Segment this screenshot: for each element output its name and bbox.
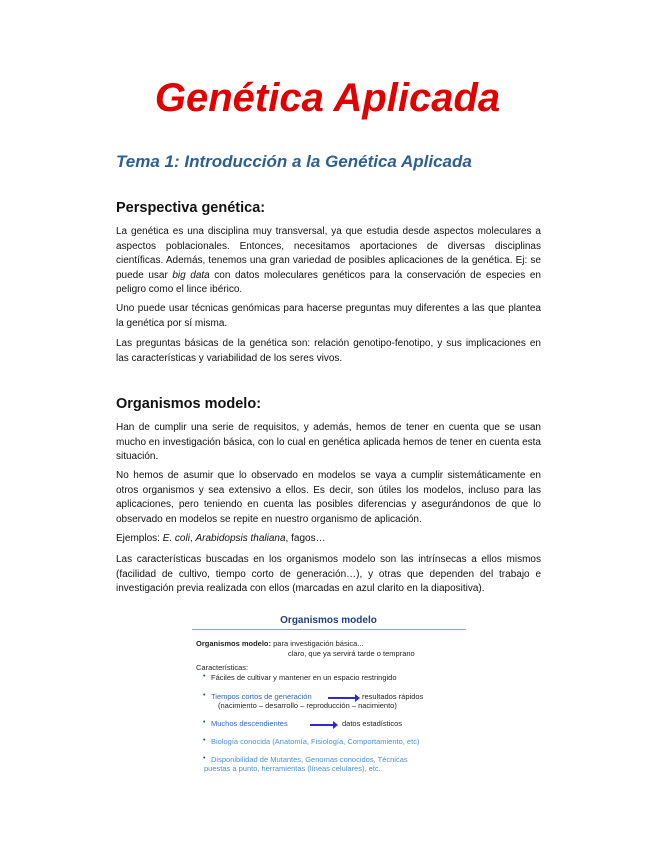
arrow-right-icon [328,697,356,699]
slide-intro-rest: para investigación básica... [271,639,364,648]
slide-intro-bold: Organismos modelo: [196,639,272,648]
paragraph-perspectiva-3: Las preguntas básicas de la genética son: relación genotipo-fenotipo, y sus implicaciones en las características y variabilidad de los seres vivos. [116,338,541,364]
bullet-icon: • [203,673,206,680]
paragraph-perspectiva-1 [116,225,541,298]
paragraph-text: La genética es una disciplina muy transversal, ya que estudia desde aspectos moleculares a aspectos poblacionales. Entonces, necesitamos aportaciones de diversas disciplinas científicas. Además, tenemos una gran variedad de posibles aplicaciones de la genética. Ej: se puede usar [116,226,541,281]
slide-bullet-2-result: resultados rápidos [362,692,424,701]
document-subtitle: Tema 1: Introducción a la Genética Aplicada [116,152,472,171]
slide-bullet-3-result: datos estadísticos [342,719,403,728]
paragraph-perspectiva-2: Uno puede usar técnicas genómicas para hacerse preguntas muy diferentes a las que plantea la genética por sí misma. [116,303,541,329]
slide-bullet-2-blue: Tiempos cortos de generación [211,692,312,701]
separator: , [189,533,196,544]
slide-bullet-2 [211,692,312,701]
slide-bullet-3-blue: Muchos descendientes [211,719,288,728]
paragraph-organismos-4: Las características buscadas en los organismos modelo son las intrínsecas a ellos mismos (facilidad de cultivo, tiempo corto de generación…), y otras que dependen del trabajo e investigación previa realizada con ellos (marcadas en azul clarito en la diapositiva). [116,554,541,594]
slide-bullet-2-line2: (nacimiento – desarrollo – reproducción – nacimiento) [218,701,397,710]
section-heading-perspectiva: Perspectiva genética: [116,200,266,216]
bullet-icon: • [203,737,206,744]
ejemplos-end: , fagos… [285,533,326,544]
ejemplo-ecoli: E. coli [162,533,190,544]
paragraph-text: con datos moleculares genéticos para la conservación de especies en peligro como el lince ibérico. [116,269,541,295]
slide-title: Organismos modelo [280,615,377,626]
emphasis-big-data: big data [172,269,210,281]
paragraph-ejemplos [116,532,541,547]
bullet-icon: • [203,755,206,762]
slide-intro-line2: claro, que ya servirá tarde o temprano [288,649,415,658]
slide-characteristics-label: Características: [196,663,249,672]
section-heading-organismos: Organismos modelo: [116,396,262,412]
slide-bullet-5-line2: puestas a punto, herramientas (líneas celulares), etc. [204,764,381,773]
slide-bullet-5: Disponibilidad de Mutantes, Genomas conocidos, Técnicas [211,755,408,764]
slide-divider [192,629,466,630]
paragraph-organismos-1: Han de cumplir una serie de requisitos, y además, hemos de tener en cuenta que se usan mucho en investigación básica, con lo cual en genética aplicada hemos de tener en cuenta esta situación. [116,422,541,462]
paragraph-organismos-2: No hemos de asumir que lo observado en modelos se vaya a cumplir sistemáticamente en otros organismos y sea extensivo a ellos. Es decir, son útiles los modelos, incluso para las aplicaciones, pero teniendo en cuenta las posibles diferencias y asegurándonos de que lo observado en modelos se repite en nuestro organismo de aplicación. [116,470,541,525]
arrow-right-icon [310,724,334,726]
bullet-icon: • [203,719,206,726]
ejemplo-arabidopsis: Arabidopsis thaliana [195,533,286,544]
document-title: Genética Aplicada [154,76,501,120]
slide-bullet-3 [211,719,288,728]
slide-bullet-1: Fáciles de cultivar y mantener en un espacio restringido [211,673,397,682]
slide-bullet-4: Biología conocida (Anatomía, Fisiología, Comportamiento, etc) [211,737,420,746]
slide-image [186,612,471,777]
slide-intro [196,639,364,648]
ejemplos-label: Ejemplos: [116,533,163,544]
bullet-icon: • [203,692,206,699]
